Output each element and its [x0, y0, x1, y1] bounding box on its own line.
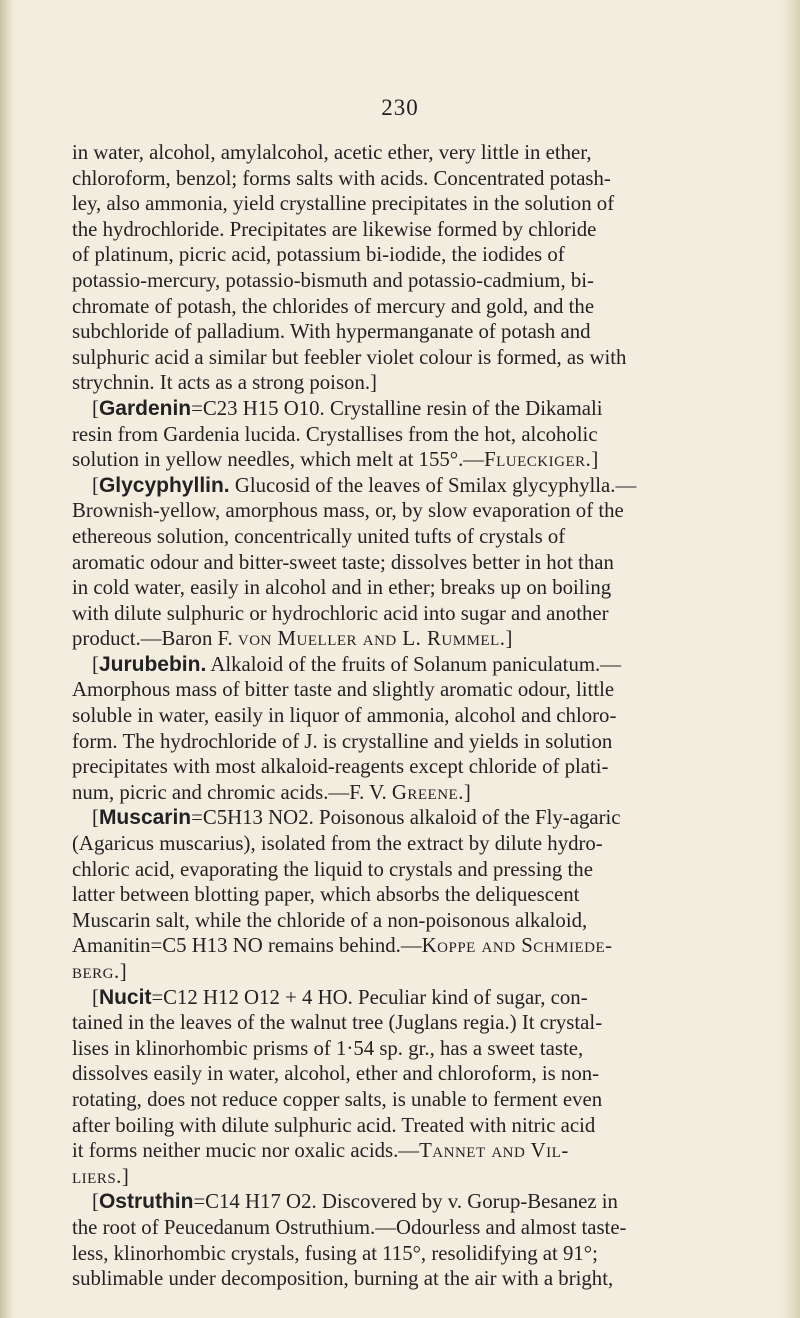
- entry-gardenin: [Gardenin=C23 H15 O10. Crystalline resin of the Dikamali: [92, 396, 603, 420]
- text-line: soluble in water, easily in liquor of ammonia, alcohol and chloro-: [72, 704, 617, 728]
- text-line: the hydrochloride. Precipitates are likewise formed by chloride: [72, 217, 597, 241]
- text-line: latter between blotting paper, which absorbs the deliquescent: [72, 883, 580, 907]
- text-line: (Agaricus muscarius), isolated from the extract by dilute hydro-: [72, 832, 603, 856]
- text-line: dissolves easily in water, alcohol, ether and chloroform, is non-: [72, 1062, 600, 1086]
- text-line: Crystalline resin of the Dikamali: [329, 396, 603, 420]
- text-line: Poisonous alkaloid of the Fly-agaric: [319, 806, 621, 830]
- page-shadow-left: [0, 0, 14, 1318]
- text-line: chloric acid, evaporating the liquid to crystals and pressing the: [72, 857, 593, 881]
- formula: =C12 H12 O12 + 4 HO.: [151, 985, 353, 1009]
- text-fragment: product.—Baron F.: [72, 627, 233, 651]
- text-line: subchloride of palladium. With hypermanganate of potash and: [72, 320, 591, 344]
- page-number: 230: [381, 95, 419, 120]
- text-line: solution in yellow needles, which melt at 155°.—Flueckiger.]: [72, 448, 599, 472]
- page-shadow-right: [778, 0, 800, 1318]
- formula: =C5H13 NO2.: [191, 806, 314, 830]
- author: von Mueller and L. Rummel.: [237, 627, 506, 651]
- text-line: in cold water, easily in alcohol and in ether; breaks up on boiling: [72, 576, 612, 600]
- author: liers.: [72, 1164, 122, 1188]
- text-line: ethereous solution, concentrically united tufts of crystals of: [72, 524, 566, 548]
- text-line: Muscarin salt, while the chloride of a non-poisonous alkaloid,: [72, 908, 588, 932]
- headword: Nucit: [98, 985, 152, 1009]
- text-line: chloroform, benzol; forms salts with acids. Concentrated potash-: [72, 166, 611, 190]
- text-line: of platinum, picric acid, potassium bi-iodide, the iodides of: [72, 243, 565, 267]
- entry-glycyphyllin: [Glycyphyllin. Glucosid of the leaves of Smilax glycyphylla.—: [92, 473, 637, 497]
- text-line: form. The hydrochloride of J. is crystalline and yields in solution: [72, 729, 613, 753]
- text-line: [72, 933, 752, 959]
- text-line: Glucosid of the leaves of Smilax glycyphylla.—: [234, 473, 637, 497]
- text-line: strychnin. It acts as a strong poison.]: [72, 371, 377, 395]
- text-line: less, klinorhombic crystals, fusing at 115°, resolidifying at 91°;: [72, 1241, 598, 1265]
- text-line: [72, 1138, 752, 1164]
- text-line: after boiling with dilute sulphuric acid. Treated with nitric acid: [72, 1113, 596, 1137]
- text-line: Brownish-yellow, amorphous mass, or, by slow evaporation of the: [72, 499, 624, 523]
- text-line: Amorphous mass of bitter taste and slightly aromatic odour, little: [72, 678, 615, 702]
- formula: =C23 H15 O10.: [191, 396, 325, 420]
- text-line: the root of Peucedanum Ostruthium.—Odourless and almost taste-: [72, 1215, 627, 1239]
- text-line: Alkaloid of the fruits of Solanum paniculatum.—: [210, 652, 622, 676]
- headword: Muscarin: [98, 806, 192, 830]
- text-line: liers.]: [72, 1164, 129, 1188]
- entry-muscarin: [Muscarin=C5H13 NO2. Poisonous alkaloid of the Fly-agaric: [92, 806, 621, 830]
- author: Tannet and Vil-: [419, 1139, 569, 1163]
- text-line: ley, also ammonia, yield crystalline precipitates in the solution of: [72, 192, 615, 216]
- headword: Glycyphyllin.: [98, 473, 230, 497]
- text-line: Peculiar kind of sugar, con-: [358, 985, 588, 1009]
- text-line: berg.]: [72, 960, 127, 983]
- formula: =C14 H17 O2.: [193, 1190, 317, 1214]
- text-line: product.—Baron F. von Mueller and L. Rummel.]: [72, 627, 513, 651]
- author: berg.: [72, 960, 120, 983]
- author: Flueckiger.: [484, 448, 592, 472]
- entry-nucit: [Nucit=C12 H12 O12 + 4 HO. Peculiar kind of sugar, con-: [92, 985, 588, 1009]
- entry-jurubebin: [Jurubebin. Alkaloid of the fruits of Solanum paniculatum.—: [92, 652, 622, 676]
- text-fragment: solution in yellow needles, which melt at 155°.—: [72, 448, 485, 472]
- body-text: [72, 140, 752, 1292]
- text-line: potassio-mercury, potassio-bismuth and potassio-cadmium, bi-: [72, 268, 594, 292]
- text-line: Discovered by v. Gorup-Besanez in: [321, 1190, 618, 1214]
- headword: Gardenin: [98, 396, 192, 420]
- text-fragment: Amanitin=C5 H13 NO remains behind.—: [72, 934, 422, 958]
- text-line: chromate of potash, the chlorides of mercury and gold, and the: [72, 294, 595, 318]
- text-line: resin from Gardenia lucida. Crystallises from the hot, alcoholic: [72, 422, 598, 446]
- text-line: rotating, does not reduce copper salts, is unable to ferment even: [72, 1087, 603, 1111]
- text-line: sulphuric acid a similar but feebler violet colour is formed, as with: [72, 345, 627, 369]
- headword: Jurubebin.: [98, 652, 207, 676]
- author: Koppe and Schmiede-: [421, 934, 613, 958]
- author: Greene.: [391, 780, 464, 804]
- text-line: lises in klinorhombic prisms of 1·54 sp. gr., has a sweet taste,: [72, 1036, 584, 1060]
- text-line: with dilute sulphuric or hydrochloric acid into sugar and another: [72, 601, 609, 625]
- text-line: precipitates with most alkaloid-reagents except chloride of plati-: [72, 755, 609, 779]
- entry-ostruthin: [Ostruthin=C14 H17 O2. Discovered by v. Gorup-Besanez in: [92, 1190, 618, 1214]
- text-line: tained in the leaves of the walnut tree (Juglans regia.) It crystal-: [72, 1011, 603, 1035]
- text-line: in water, alcohol, amylalcohol, acetic ether, very little in ether,: [72, 141, 592, 164]
- text-fragment: it forms neither mucic nor oxalic acids.—: [72, 1139, 420, 1163]
- text-line: aromatic odour and bitter-sweet taste; dissolves better in hot than: [72, 550, 614, 574]
- text-fragment: num, picric and chromic acids.—F. V.: [72, 780, 387, 804]
- text-line: num, picric and chromic acids.—F. V. Greene.]: [72, 780, 471, 804]
- headword: Ostruthin: [98, 1190, 194, 1214]
- text-line: sublimable under decomposition, burning at the air with a bright,: [72, 1267, 614, 1291]
